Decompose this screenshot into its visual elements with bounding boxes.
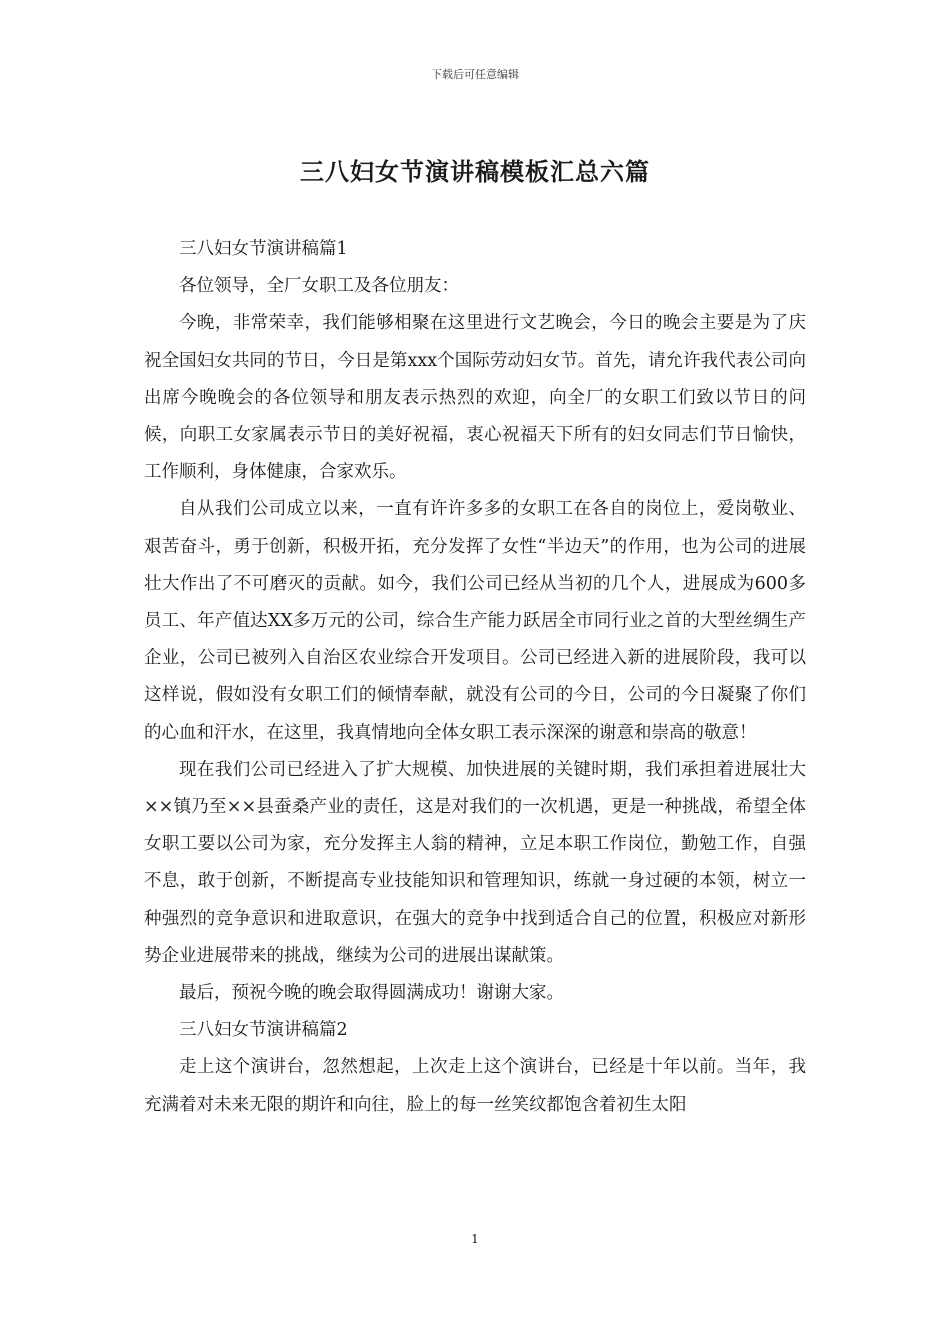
paragraph: 今晚，非常荣幸，我们能够相聚在这里进行文艺晚会，今日的晚会主要是为了庆祝全国妇女共同的节日，今日是第xxx个国际劳动妇女节。首先，请允许我代表公司向出席今晚晚会的各位领导和朋友表示热烈的欢迎，向全厂的女职工们致以节日的问候，向职工女家属表示节日的美好祝福，衷心祝福天下所有的妇女同志们节日愉快，工作顺利，身体健康，合家欢乐。 [144,313,806,483]
section-heading-2: 三八妇女节演讲稿篇2 [179,1020,348,1041]
header-note: 下载后可任意编辑 [431,68,519,81]
paragraph: 走上这个演讲台，忽然想起，上次走上这个演讲台，已经是十年以前。当年，我充满着对未来无限的期许和向往，脸上的每一丝笑纹都饱含着初生太阳 [144,1057,806,1115]
page-number: 1 [471,1232,479,1246]
closing-paragraph: 最后，预祝今晚的晚会取得圆满成功！谢谢大家。 [179,983,564,1004]
paragraph: 现在我们公司已经进入了扩大规模、加快进展的关键时期，我们承担着进展壮大××镇乃至××县蚕桑产业的责任，这是对我们的一次机遇，更是一种挑战，希望全体女职工要以公司为家，充分发挥主人翁的精神，立足本职工作岗位，勤勉工作，自强不息，敢于创新，不断提高专业技能知识和管理知识，练就一身过硬的本领，树立一种强烈的竞争意识和进取意识，在强大的竞争中找到适合自己的位置，积极应对新形势企业进展带来的挑战，继续为公司的进展出谋献策。 [144,759,806,966]
paragraph: 自从我们公司成立以来，一直有许许多多的女职工在各自的岗位上，爱岗敬业、艰苦奋斗，勇于创新，积极开拓，充分发挥了女性“半边天”的作用，也为公司的进展壮大作出了不可磨灭的贡献。如今，我们公司已经从当初的几个人，进展成为600多员工、年产值达XX多万元的公司，综合生产能力跃居全市同行业之首的大型丝绸生产企业，公司已被列入自治区农业综合开发项目。公司已经进入新的进展阶段，我可以这样说，假如没有女职工们的倾情奉献，就没有公司的今日，公司的今日凝聚了你们的心血和汗水，在这里，我真情地向全体女职工表示深深的谢意和崇高的敬意！ [144,499,806,743]
section-heading-1: 三八妇女节演讲稿篇1 [179,239,348,259]
document-title: 三八妇女节演讲稿模板汇总六篇 [300,157,650,186]
salutation: 各位领导，全厂女职工及各位朋友： [179,276,459,297]
document-body [144,231,806,1124]
